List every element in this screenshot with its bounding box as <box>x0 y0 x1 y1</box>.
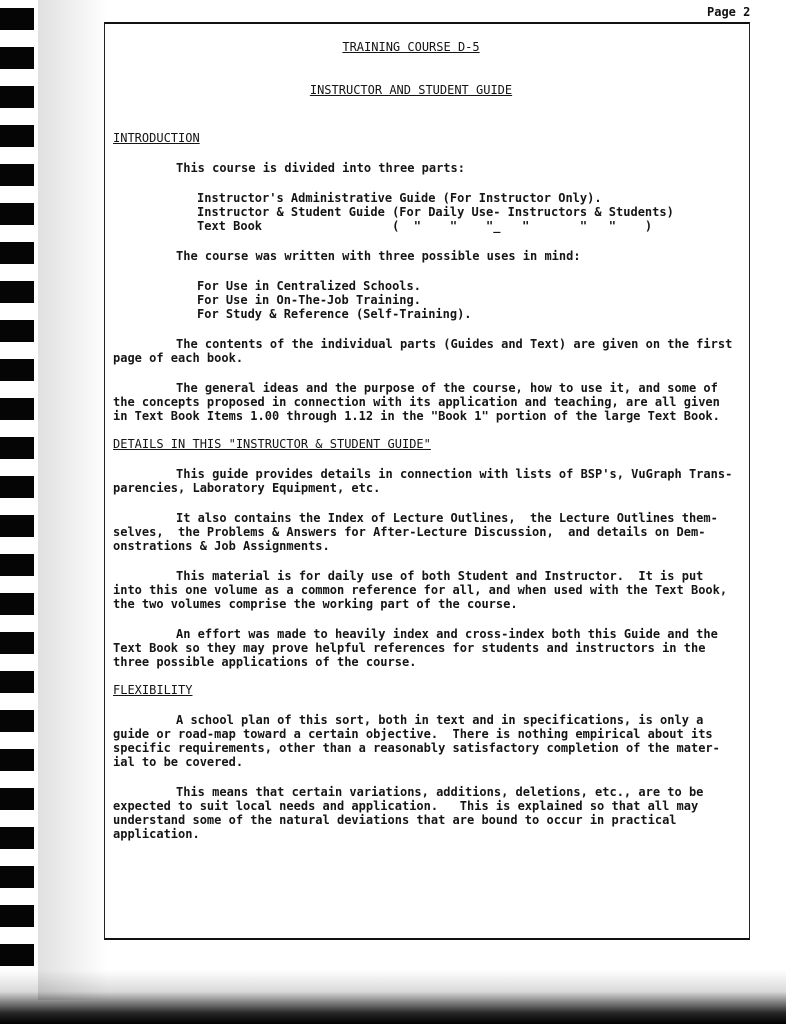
paragraph-line: The contents of the individual parts (Guides and Text) are given on the first <box>176 337 733 351</box>
paragraph-line: selves, the Problems & Answers for After-Lecture Discussion, and details on Dem- <box>113 525 706 539</box>
binding-hole <box>0 476 34 498</box>
paragraph-line: parencies, Laboratory Equipment, etc. <box>113 481 381 495</box>
binding-hole <box>0 944 34 966</box>
binding-hole <box>0 47 34 69</box>
binding-hole <box>0 359 34 381</box>
binding-hole <box>0 827 34 849</box>
paragraph-line: A school plan of this sort, both in text and in specifications, is only a <box>176 713 704 727</box>
binding-hole <box>0 554 34 576</box>
binding-hole <box>0 320 34 342</box>
binding-hole <box>0 632 34 654</box>
paragraph-line: It also contains the Index of Lecture Outlines, the Lecture Outlines them- <box>176 511 718 525</box>
paragraph-line: ial to be covered. <box>113 755 244 769</box>
paragraph-line: This guide provides details in connection with lists of BSP's, VuGraph Trans- <box>176 467 733 481</box>
paragraph-line: Text Book so they may prove helpful references for students and instructors in the <box>113 641 706 655</box>
binding-hole <box>0 437 34 459</box>
paragraph-line: This means that certain variations, additions, deletions, etc., are to be <box>176 785 704 799</box>
paragraph-line: This material is for daily use of both Student and Instructor. It is put <box>176 569 704 583</box>
binding-hole <box>0 710 34 732</box>
list-item: For Use in On-The-Job Training. <box>197 293 421 307</box>
page-number: Page 2 <box>707 5 751 19</box>
intro-paragraph: The course was written with three possible uses in mind: <box>176 249 581 263</box>
course-parts-list <box>113 191 749 233</box>
binding-hole <box>0 749 34 771</box>
list-item: For Use in Centralized Schools. <box>197 279 421 293</box>
binding-hole <box>0 866 34 888</box>
document-body <box>113 40 749 841</box>
binding-hole <box>0 203 34 225</box>
paragraph-line: into this one volume as a common reference for all, and when used with the Text Book, <box>113 583 728 597</box>
binding-hole <box>0 125 34 147</box>
binding-hole <box>0 86 34 108</box>
binding-hole <box>0 788 34 810</box>
binding-hole <box>0 164 34 186</box>
binding-hole <box>0 242 34 264</box>
list-item: For Study & Reference (Self-Training). <box>197 307 472 321</box>
binding-hole <box>0 398 34 420</box>
paragraph-line: specific requirements, other than a reasonably satisfactory completion of the mater- <box>113 741 720 755</box>
paragraph-line: in Text Book Items 1.00 through 1.12 in the "Book 1" portion of the large Text Book. <box>113 409 720 423</box>
bottom-shadow <box>0 970 786 1024</box>
list-item: Instructor & Student Guide (For Daily Use- Instructors & Students) <box>197 205 674 219</box>
course-uses-list <box>113 279 749 321</box>
paragraph-line: three possible applications of the course. <box>113 655 417 669</box>
binding-hole <box>0 8 34 30</box>
page-shadow <box>38 0 108 1000</box>
paragraph-line: An effort was made to heavily index and cross-index both this Guide and the <box>176 627 718 641</box>
list-item: Text Book ( " " "_ " " " ) <box>197 219 653 233</box>
section-heading-details: DETAILS IN THIS "INSTRUCTOR & STUDENT GUIDE" <box>113 437 431 451</box>
intro-paragraph: This course is divided into three parts: <box>176 161 465 175</box>
binding-hole <box>0 281 34 303</box>
list-item: Instructor's Administrative Guide (For Instructor Only). <box>197 191 602 205</box>
paragraph-line: The general ideas and the purpose of the course, how to use it, and some of <box>176 381 718 395</box>
spiral-binding <box>0 0 38 1000</box>
section-heading-introduction: INTRODUCTION <box>113 131 200 145</box>
paragraph-line: the two volumes comprise the working part of the course. <box>113 597 518 611</box>
section-heading-flexibility: FLEXIBILITY <box>113 683 193 697</box>
binding-hole <box>0 515 34 537</box>
paragraph-line: expected to suit local needs and application. This is explained so that all may <box>113 799 699 813</box>
binding-hole <box>0 593 34 615</box>
paragraph-line: guide or road-map toward a certain objective. There is nothing empirical about its <box>113 727 713 741</box>
document-subtitle: INSTRUCTOR AND STUDENT GUIDE <box>309 83 513 97</box>
paragraph-line: page of each book. <box>113 351 244 365</box>
paragraph-line: understand some of the natural deviations that are bound to occur in practical <box>113 813 677 827</box>
binding-hole <box>0 671 34 693</box>
binding-hole <box>0 905 34 927</box>
paragraph-line: onstrations & Job Assignments. <box>113 539 330 553</box>
paragraph-line: application. <box>113 827 200 841</box>
document-title: TRAINING COURSE D-5 <box>342 40 480 54</box>
paragraph-line: the concepts proposed in connection with its application and teaching, are all given <box>113 395 720 409</box>
